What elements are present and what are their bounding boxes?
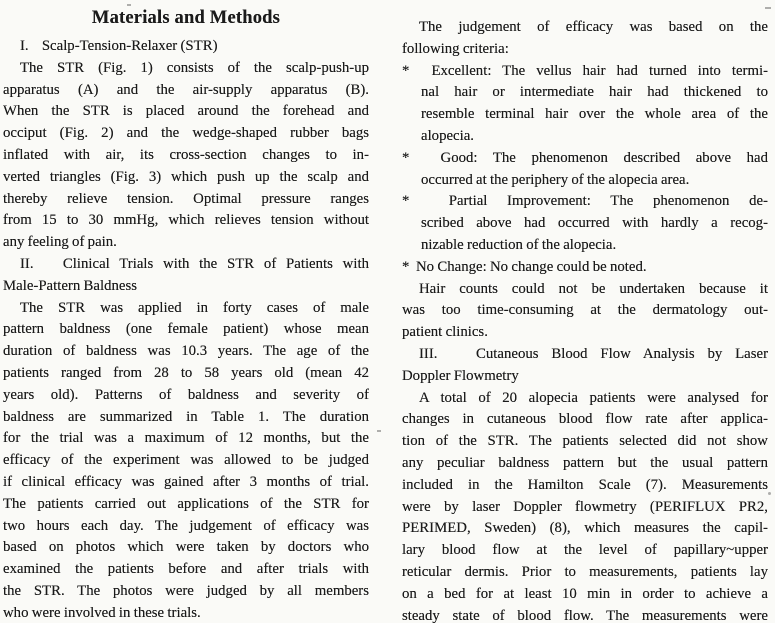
text-line: examined the patients before and after trials with [3, 561, 369, 578]
text-line: nal hair or intermediate hair had thickened to [421, 84, 768, 101]
right-column [402, 4, 768, 623]
bullet-line: * Excellent: The vellus hair had turned into termi- [402, 62, 768, 79]
left-column [3, 4, 369, 623]
text-line: The patients carried out applications of the STR for [3, 495, 369, 512]
text-line: When the STR is placed around the forehead and [3, 103, 369, 120]
text-line: the STR. The photos were judged by all members [3, 582, 369, 599]
text-line: changes in cutaneous blood flow rate after applica- [402, 411, 768, 428]
text-line: reticular dermis. Prior to measurements, patients lay [402, 563, 768, 580]
text-line: if clinical efficacy was gained after 3 months of trial. [3, 473, 369, 490]
text-line: III. Cutaneous Blood Flow Analysis by Laser [419, 345, 768, 362]
text-line: thereby relieve tension. Optimal pressure ranges [3, 190, 369, 207]
text-line: verted triangles (Fig. 3) which push up the scalp and [3, 168, 369, 185]
scan-speck [765, 7, 771, 9]
text-line: scribed above had occurred with hardly a recog- [421, 215, 768, 232]
text-line: A total of 20 alopecia patients were analysed for [419, 389, 768, 406]
text-line: who were involved in these trials. [3, 604, 201, 621]
text-line: lary blood flow at the level of papillary~upper [402, 542, 768, 559]
scan-speck [127, 4, 131, 6]
text-line: II. Clinical Trials with the STR of Patients with [20, 255, 369, 272]
text-line: on a bed for at least 10 min in order to achieve a [402, 585, 768, 602]
text-line: from 15 to 30 mmHg, which relieves tension without [3, 212, 369, 229]
text-line: duration of baldness was 10.3 years. The age of the [3, 343, 369, 360]
text-line: patients ranged from 28 to 58 years old (mean 42 [3, 364, 369, 381]
text-line: alopecia. [421, 127, 474, 144]
text-line: The STR (Fig. 1) consists of the scalp-push-up [20, 59, 369, 76]
text-line: were by laser Doppler flowmetry (PERIFLUX PR2, [402, 498, 768, 515]
text-line: based on photos which were taken by doctors who [3, 539, 369, 556]
text-line: two hours each day. The judgement of efficacy was [3, 517, 369, 534]
text-line: The STR was applied in forty cases of male [20, 299, 369, 316]
text-line: years old). Patterns of baldness and severity of [3, 386, 369, 403]
bullet-line: * Good: The phenomenon described above had [402, 149, 768, 166]
text-line: occurred at the periphery of the alopecia area. [421, 171, 690, 188]
text-line: PERIMED, Sweden) (8), which measures the capil- [402, 520, 768, 537]
text-line: any feeling of pain. [3, 234, 117, 251]
text-line: apparatus (A) and the air-supply apparatus (B). [3, 81, 369, 98]
text-line: pattern baldness (one female patient) whose mean [3, 321, 369, 338]
text-line: baldness are summarized in Table 1. The duration [3, 408, 369, 425]
text-line: included in the Hamilton Scale (7). Measurements [402, 476, 768, 493]
left-column-lines [3, 36, 369, 623]
text-line: for the trial was a maximum of 12 months, but the [3, 430, 369, 447]
text-line: patient clinics. [402, 324, 488, 341]
text-line: resemble terminal hair over the whole area of the [421, 106, 768, 123]
text-line: Male-Pattern Baldness [3, 277, 137, 294]
text-line: occiput (Fig. 2) and the wedge-shaped rubber bags [3, 125, 369, 142]
bullet-line: * Partial Improvement: The phenomenon de- [402, 193, 768, 210]
text-line: Doppler Flowmetry [402, 367, 519, 384]
right-column-lines [402, 17, 768, 623]
text-line: efficacy of the experiment was allowed to be judged [3, 452, 369, 469]
text-line: I. Scalp-Tension-Relaxer (STR) [20, 38, 218, 54]
bullet-line: * No Change: No change could be noted. [402, 258, 647, 275]
text-line: steady state of blood flow. The measurements were [402, 607, 768, 623]
text-line: inflated with air, its cross-section changes to in- [3, 146, 369, 163]
text-line: tion of the STR. The patients selected did not show [402, 433, 768, 450]
section-heading: Materials and Methods [91, 8, 281, 28]
text-line: following criteria: [402, 40, 509, 57]
text-line: was too time-consuming at the dermatology out- [402, 302, 768, 319]
text-line: nizable reduction of the alopecia. [421, 236, 617, 253]
scan-speck [377, 430, 381, 432]
text-line: any peculiar baldness pattern but the usual pattern [402, 454, 768, 471]
text-line: Hair counts could not be undertaken because it [419, 280, 768, 297]
scan-speck [768, 492, 771, 495]
text-line: The judgement of efficacy was based on the [419, 19, 768, 35]
